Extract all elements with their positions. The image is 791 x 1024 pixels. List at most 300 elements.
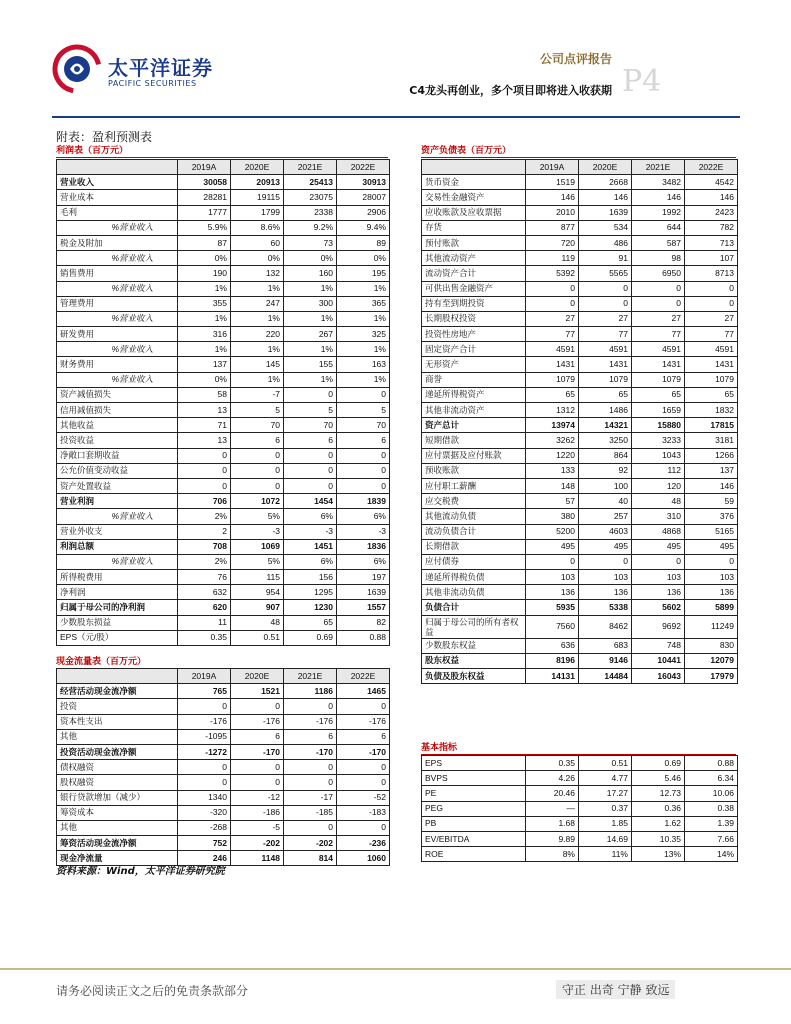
table-row xyxy=(57,235,390,250)
table-row xyxy=(57,524,390,539)
cell-value: 14321 xyxy=(579,418,632,433)
cell-value: 1079 xyxy=(685,372,738,387)
cell-value: 77 xyxy=(685,327,738,342)
table-row xyxy=(422,816,738,831)
cell-value: 0% xyxy=(337,251,390,266)
cell-value: 1465 xyxy=(337,684,390,699)
row-label: 流动资产合计 xyxy=(422,266,526,281)
cell-value: 5 xyxy=(337,403,390,418)
row-label: PEG xyxy=(422,801,526,816)
cell-value: 13 xyxy=(178,433,231,448)
table-row xyxy=(57,342,390,357)
table-row xyxy=(57,805,390,820)
cell-value: 0% xyxy=(178,251,231,266)
table-row xyxy=(57,372,390,387)
cell-value: 4591 xyxy=(526,342,579,357)
cell-value: 1186 xyxy=(284,684,337,699)
cell-value: 1266 xyxy=(685,448,738,463)
table-row xyxy=(422,638,738,653)
row-label: EPS（元/股） xyxy=(57,630,178,645)
year-header: 2021E xyxy=(284,160,337,175)
row-label: 应付票据及应付账款 xyxy=(422,448,526,463)
cell-value: — xyxy=(526,801,579,816)
cell-value: 6 xyxy=(284,729,337,744)
cell-value: 814 xyxy=(284,851,337,866)
row-label: 利润总额 xyxy=(57,539,178,554)
table-row xyxy=(422,478,738,493)
cell-value: 0% xyxy=(178,372,231,387)
indicators-section-title: 基本指标 xyxy=(421,742,736,755)
cell-value: -170 xyxy=(284,744,337,759)
cell-value: 7560 xyxy=(526,615,579,638)
cell-value: 6950 xyxy=(632,266,685,281)
cell-value: 2010 xyxy=(526,205,579,220)
cell-value: 1340 xyxy=(178,790,231,805)
cell-value: -183 xyxy=(337,805,390,820)
cell-value: 2 xyxy=(178,524,231,539)
cell-value: 0 xyxy=(284,820,337,835)
cell-value: 0 xyxy=(284,463,337,478)
cell-value: 146 xyxy=(579,190,632,205)
indicators-table xyxy=(421,755,738,862)
row-label: 应付职工薪酬 xyxy=(422,478,526,493)
row-label: 交易性金融资产 xyxy=(422,190,526,205)
row-label: 信用减值损失 xyxy=(57,403,178,418)
cell-value: 4591 xyxy=(685,342,738,357)
cell-value: 1799 xyxy=(231,205,284,220)
cell-value: -185 xyxy=(284,805,337,820)
cell-value: 65 xyxy=(579,387,632,402)
balance-section-title: 资产负债表（百万元） xyxy=(421,145,736,158)
cell-value: 0.88 xyxy=(337,630,390,645)
cell-value: 2% xyxy=(178,554,231,569)
table-row xyxy=(57,699,390,714)
row-label: 银行贷款增加（减少） xyxy=(57,790,178,805)
cell-value: 12.73 xyxy=(632,786,685,801)
cell-value: -186 xyxy=(231,805,284,820)
cell-value: 1451 xyxy=(284,539,337,554)
cell-value: -3 xyxy=(231,524,284,539)
cell-value: 907 xyxy=(231,600,284,615)
cell-value: 6% xyxy=(284,509,337,524)
cell-value: 28007 xyxy=(337,190,390,205)
cell-value: 0 xyxy=(579,281,632,296)
cell-value: 300 xyxy=(284,296,337,311)
cell-value: 5935 xyxy=(526,600,579,615)
cell-value: 91 xyxy=(579,251,632,266)
cell-value: 0 xyxy=(231,463,284,478)
table-row xyxy=(57,630,390,645)
cell-value: -170 xyxy=(231,744,284,759)
cell-value: -170 xyxy=(337,744,390,759)
cell-value: 0.69 xyxy=(284,630,337,645)
cell-value: 0 xyxy=(685,281,738,296)
cell-value: 15880 xyxy=(632,418,685,433)
cell-value: 1521 xyxy=(231,684,284,699)
cell-value: 10441 xyxy=(632,653,685,668)
cell-value: -176 xyxy=(231,714,284,729)
cell-value: 65 xyxy=(685,387,738,402)
cell-value: 1% xyxy=(231,372,284,387)
logo-icon xyxy=(52,44,102,94)
cell-value: 27 xyxy=(579,311,632,326)
income-statement-table xyxy=(56,159,390,646)
table-row xyxy=(422,296,738,311)
cell-value: 5.9% xyxy=(178,220,231,235)
cell-value: 0.51 xyxy=(579,756,632,771)
cell-value: 2338 xyxy=(284,205,337,220)
appendix-title: 附表：盈利预测表 xyxy=(56,130,153,144)
row-label: 负债合计 xyxy=(422,600,526,615)
row-label: 投资活动现金流净额 xyxy=(57,744,178,759)
cell-value: 87 xyxy=(178,235,231,250)
table-row xyxy=(57,554,390,569)
table-row xyxy=(57,744,390,759)
row-label: 少数股东权益 xyxy=(422,638,526,653)
cell-value: 1519 xyxy=(526,175,579,190)
cell-value: 376 xyxy=(685,509,738,524)
cell-value: 65 xyxy=(632,387,685,402)
row-label: 投资收益 xyxy=(57,433,178,448)
cell-value: 70 xyxy=(337,418,390,433)
row-label: 营业外收支 xyxy=(57,524,178,539)
row-label: 其他 xyxy=(57,820,178,835)
year-header: 2020E xyxy=(231,669,284,684)
cell-value: 1839 xyxy=(337,494,390,509)
cell-value: 145 xyxy=(231,357,284,372)
report-type: 公司点评报告 xyxy=(539,52,612,66)
table-row xyxy=(57,281,390,296)
table-row xyxy=(422,220,738,235)
row-label: 长期股权投资 xyxy=(422,311,526,326)
cell-value: 137 xyxy=(178,357,231,372)
table-row xyxy=(57,418,390,433)
cell-value: 1069 xyxy=(231,539,284,554)
cell-value: 0 xyxy=(632,296,685,311)
cell-value: 70 xyxy=(284,418,337,433)
cell-value: 1% xyxy=(231,342,284,357)
cell-value: 1079 xyxy=(579,372,632,387)
cell-value: -202 xyxy=(231,836,284,851)
table-row xyxy=(57,448,390,463)
cell-value: 0.35 xyxy=(178,630,231,645)
cell-value: 5565 xyxy=(579,266,632,281)
cell-value: 48 xyxy=(632,494,685,509)
year-header: 2019A xyxy=(178,160,231,175)
cell-value: -52 xyxy=(337,790,390,805)
cell-value: 0 xyxy=(231,760,284,775)
table-row xyxy=(57,266,390,281)
table-row xyxy=(422,463,738,478)
row-label: 持有至到期投资 xyxy=(422,296,526,311)
table-row xyxy=(57,790,390,805)
table-row xyxy=(57,684,390,699)
cell-value: 155 xyxy=(284,357,337,372)
cell-value: 5 xyxy=(231,403,284,418)
cell-value: 195 xyxy=(337,266,390,281)
table-row xyxy=(422,190,738,205)
cell-value: 98 xyxy=(632,251,685,266)
data-source-note: 资料来源：Wind，太平洋证券研究院 xyxy=(56,866,225,877)
cell-value: 0 xyxy=(685,554,738,569)
row-label: 存货 xyxy=(422,220,526,235)
cell-value: 6 xyxy=(284,433,337,448)
cell-value: 1% xyxy=(231,311,284,326)
cell-value: 70 xyxy=(231,418,284,433)
cell-value: 136 xyxy=(685,585,738,600)
report-title: C4龙头再创业，多个项目即将进入收获期 xyxy=(409,84,612,97)
cell-value: 5392 xyxy=(526,266,579,281)
table-row xyxy=(422,585,738,600)
table-row xyxy=(422,600,738,615)
cell-value: 0 xyxy=(579,296,632,311)
cell-value: 0 xyxy=(337,478,390,493)
cell-value: 0.38 xyxy=(685,801,738,816)
cell-value: 5602 xyxy=(632,600,685,615)
row-label: 递延所得税负债 xyxy=(422,570,526,585)
cell-value: 257 xyxy=(579,509,632,524)
row-label: %营业收入 xyxy=(57,251,178,266)
cell-value: -5 xyxy=(231,820,284,835)
row-label: 递延所得税资产 xyxy=(422,387,526,402)
cell-value: 5.46 xyxy=(632,771,685,786)
cell-value: 495 xyxy=(526,539,579,554)
cell-value: 17815 xyxy=(685,418,738,433)
year-header: 2022E xyxy=(685,160,738,175)
company-name-cn: 太平洋证券 xyxy=(108,56,213,80)
row-label: 投资 xyxy=(57,699,178,714)
table-row xyxy=(57,760,390,775)
cell-value: 11 xyxy=(178,615,231,630)
table-header-row xyxy=(422,160,738,175)
cell-value: 495 xyxy=(632,539,685,554)
cell-value: 0.88 xyxy=(685,756,738,771)
cell-value: 30913 xyxy=(337,175,390,190)
cell-value: 0.36 xyxy=(632,801,685,816)
cell-value: 103 xyxy=(526,570,579,585)
row-label: 研发费用 xyxy=(57,327,178,342)
cell-value: 7.66 xyxy=(685,831,738,846)
table-row xyxy=(422,311,738,326)
table-row xyxy=(422,266,738,281)
header-blank-cell xyxy=(422,160,526,175)
table-row xyxy=(57,251,390,266)
row-label: 其他流动负债 xyxy=(422,509,526,524)
balance-sheet-table xyxy=(421,159,738,684)
cell-value: -12 xyxy=(231,790,284,805)
cell-value: 0% xyxy=(284,251,337,266)
cell-value: -7 xyxy=(231,387,284,402)
cell-value: 160 xyxy=(284,266,337,281)
row-label: EV/EBITDA xyxy=(422,831,526,846)
cell-value: 0 xyxy=(632,281,685,296)
cell-value: 1060 xyxy=(337,851,390,866)
cell-value: 58 xyxy=(178,387,231,402)
cell-value: -176 xyxy=(337,714,390,729)
year-header: 2021E xyxy=(632,160,685,175)
cell-value: 0.51 xyxy=(231,630,284,645)
cell-value: 0 xyxy=(284,699,337,714)
cell-value: 495 xyxy=(579,539,632,554)
table-row xyxy=(57,357,390,372)
cell-value: 1072 xyxy=(231,494,284,509)
cell-value: -1095 xyxy=(178,729,231,744)
cell-value: 1.85 xyxy=(579,816,632,831)
table-row xyxy=(57,539,390,554)
row-label: 资产总计 xyxy=(422,418,526,433)
table-row xyxy=(422,281,738,296)
cell-value: 0 xyxy=(632,554,685,569)
row-label: %营业收入 xyxy=(57,220,178,235)
cell-value: 1% xyxy=(284,372,337,387)
cell-value: 136 xyxy=(632,585,685,600)
cell-value: 6 xyxy=(231,433,284,448)
cell-value: 23075 xyxy=(284,190,337,205)
cell-value: 1220 xyxy=(526,448,579,463)
cell-value: 0 xyxy=(337,775,390,790)
table-row xyxy=(57,433,390,448)
row-label: 净敞口套期收益 xyxy=(57,448,178,463)
row-label: 应付债券 xyxy=(422,554,526,569)
table-row xyxy=(57,387,390,402)
row-label: 其他流动资产 xyxy=(422,251,526,266)
cell-value: 3262 xyxy=(526,433,579,448)
cell-value: 1431 xyxy=(526,357,579,372)
cell-value: 136 xyxy=(579,585,632,600)
cell-value: 146 xyxy=(526,190,579,205)
cell-value: 325 xyxy=(337,327,390,342)
table-row xyxy=(57,600,390,615)
table-row xyxy=(422,235,738,250)
cell-value: -202 xyxy=(284,836,337,851)
table-row xyxy=(422,251,738,266)
cell-value: 103 xyxy=(632,570,685,585)
cell-value: 1230 xyxy=(284,600,337,615)
cell-value: 0 xyxy=(178,478,231,493)
row-label: %营业收入 xyxy=(57,509,178,524)
row-label: %营业收入 xyxy=(57,311,178,326)
cell-value: 115 xyxy=(231,570,284,585)
cell-value: 0 xyxy=(231,478,284,493)
cell-value: 4.77 xyxy=(579,771,632,786)
cell-value: 19115 xyxy=(231,190,284,205)
cell-value: 1% xyxy=(337,281,390,296)
cell-value: 11% xyxy=(579,847,632,862)
cell-value: 0 xyxy=(337,448,390,463)
cell-value: 136 xyxy=(526,585,579,600)
cell-value: 82 xyxy=(337,615,390,630)
cell-value: 765 xyxy=(178,684,231,699)
table-row xyxy=(57,820,390,835)
cell-value: 65 xyxy=(526,387,579,402)
cell-value: 1557 xyxy=(337,600,390,615)
company-name-en: PACIFIC SECURITIES xyxy=(108,79,197,88)
cell-value: 146 xyxy=(632,190,685,205)
cell-value: 1836 xyxy=(337,539,390,554)
cell-value: 132 xyxy=(231,266,284,281)
cell-value: 197 xyxy=(337,570,390,585)
cell-value: 1639 xyxy=(579,205,632,220)
row-label: 股权融资 xyxy=(57,775,178,790)
row-label: 其他非流动负债 xyxy=(422,585,526,600)
table-row xyxy=(422,570,738,585)
cell-value: 683 xyxy=(579,638,632,653)
cell-value: 1% xyxy=(284,281,337,296)
page-number: P4 xyxy=(622,64,662,99)
cell-value: 1992 xyxy=(632,205,685,220)
table-row xyxy=(422,403,738,418)
cell-value: 1.39 xyxy=(685,816,738,831)
cell-value: 20913 xyxy=(231,175,284,190)
row-label: 预收账款 xyxy=(422,463,526,478)
cell-value: 27 xyxy=(632,311,685,326)
row-label: 归属于母公司的所有者权益 xyxy=(422,615,526,638)
cell-value: 1.62 xyxy=(632,816,685,831)
cell-value: 3250 xyxy=(579,433,632,448)
cell-value: 28281 xyxy=(178,190,231,205)
cell-value: 748 xyxy=(632,638,685,653)
table-row xyxy=(57,205,390,220)
cell-value: 76 xyxy=(178,570,231,585)
year-header: 2022E xyxy=(337,160,390,175)
cell-value: 708 xyxy=(178,539,231,554)
cell-value: 365 xyxy=(337,296,390,311)
cell-value: 316 xyxy=(178,327,231,342)
cell-value: 1777 xyxy=(178,205,231,220)
row-label: 税金及附加 xyxy=(57,235,178,250)
cell-value: 3233 xyxy=(632,433,685,448)
cell-value: 0 xyxy=(178,760,231,775)
cell-value: 0 xyxy=(685,296,738,311)
cell-value: 6.34 xyxy=(685,771,738,786)
cell-value: 14131 xyxy=(526,669,579,684)
row-label: 营业收入 xyxy=(57,175,178,190)
row-label: 现金净流量 xyxy=(57,851,178,866)
cell-value: 4.26 xyxy=(526,771,579,786)
cell-value: 107 xyxy=(685,251,738,266)
cell-value: 71 xyxy=(178,418,231,433)
row-label: 少数股东损益 xyxy=(57,615,178,630)
cell-value: 0 xyxy=(178,699,231,714)
cell-value: 954 xyxy=(231,585,284,600)
table-row xyxy=(422,771,738,786)
cell-value: 0.37 xyxy=(579,801,632,816)
cell-value: 0 xyxy=(526,554,579,569)
row-label: %营业收入 xyxy=(57,281,178,296)
cell-value: 0 xyxy=(284,478,337,493)
cell-value: 0 xyxy=(284,775,337,790)
table-row xyxy=(57,403,390,418)
cell-value: 13% xyxy=(632,847,685,862)
cell-value: 620 xyxy=(178,600,231,615)
cell-value: 10.06 xyxy=(685,786,738,801)
cell-value: 1.68 xyxy=(526,816,579,831)
cashflow-table xyxy=(56,668,390,866)
row-label: %营业收入 xyxy=(57,554,178,569)
row-label: 资产减值损失 xyxy=(57,387,178,402)
table-row xyxy=(422,801,738,816)
cell-value: 8713 xyxy=(685,266,738,281)
cell-value: 6 xyxy=(337,729,390,744)
cell-value: -1272 xyxy=(178,744,231,759)
cell-value: 9146 xyxy=(579,653,632,668)
row-label: 其他 xyxy=(57,729,178,744)
cell-value: 8% xyxy=(526,847,579,862)
cell-value: 1431 xyxy=(579,357,632,372)
table-row xyxy=(422,524,738,539)
cell-value: 9692 xyxy=(632,615,685,638)
year-header: 2021E xyxy=(284,669,337,684)
